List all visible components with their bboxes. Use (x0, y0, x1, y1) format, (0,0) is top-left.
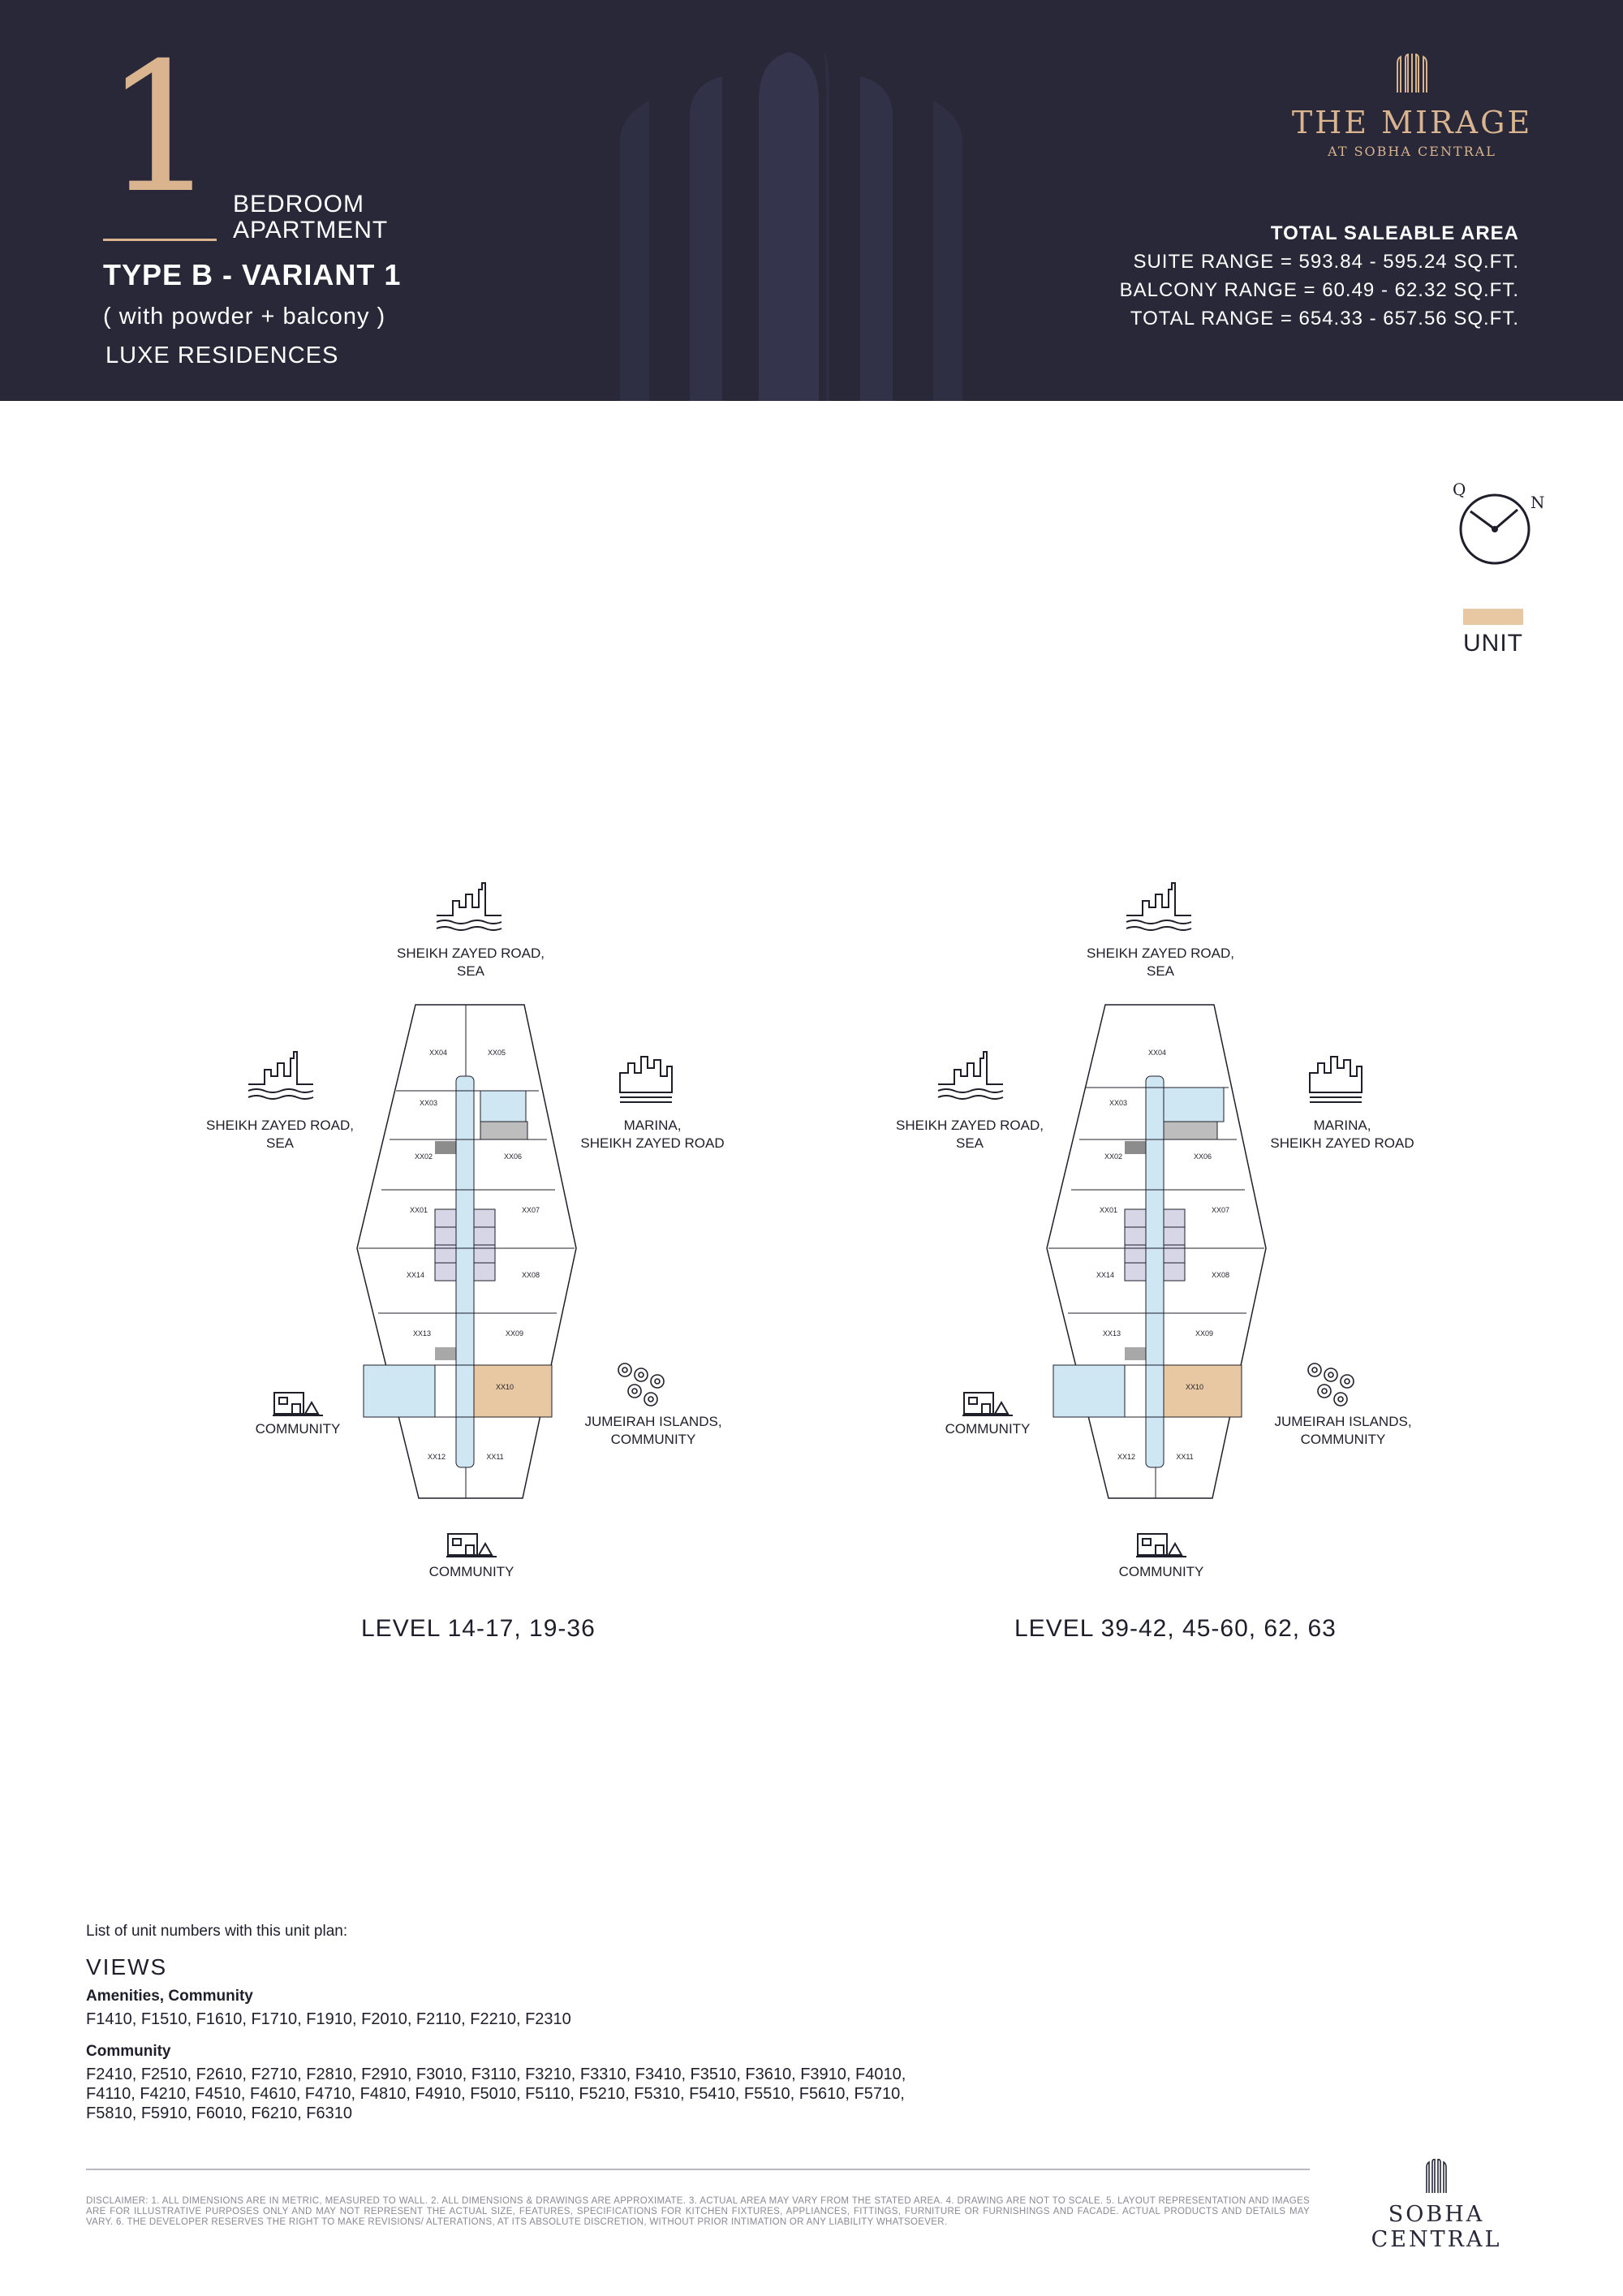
group-units: F2410, F2510, F2610, F2710, F2810, F2910, F3010, F3110, F3210, F3310, F3410, F3510, F3610, F3910, F4010, F4110, F4210, F4510, F4610, F4710, F4810, F4910, F5010, F5110, F5210, F5310, F5410, F5510, F5610, F5710, F5810, F5910, F6010, F6210, F6310 (86, 2066, 906, 2122)
unit-label: XX02 (414, 1152, 433, 1161)
top-view-label-2: SEA (1146, 963, 1175, 979)
service-area-small (435, 1141, 456, 1154)
islands-icon (618, 1363, 664, 1406)
compass-icon (1453, 479, 1550, 576)
unit-label: XX13 (1102, 1329, 1121, 1338)
community-icon (1136, 1534, 1186, 1557)
compass-n-label: N (1530, 493, 1545, 512)
left-view-label-1: SHEIKH ZAYED ROAD, (896, 1118, 1044, 1133)
level-label-1: LEVEL 14-17, 19-36 (361, 1615, 596, 1642)
compass-q-label: Q (1453, 480, 1466, 499)
unit-label: XX01 (409, 1206, 428, 1214)
type-title: TYPE B - VARIANT 1 (103, 258, 402, 291)
skyline-sea-icon (1126, 883, 1191, 930)
unit-list-intro: List of unit numbers with this unit plan: (86, 1923, 348, 1940)
highlighted-unit (474, 1365, 552, 1417)
service-area-small (1125, 1141, 1146, 1154)
skyline-sea-icon (248, 1052, 313, 1099)
bottom-view-label: COMMUNITY (1118, 1564, 1204, 1579)
service-area-small (1125, 1347, 1146, 1360)
unit-label: XX11 (486, 1453, 504, 1461)
marina-skyline-icon (620, 1057, 672, 1102)
legend (1463, 609, 1523, 657)
group-title: Community (86, 2043, 171, 2060)
unit-label: XX14 (406, 1271, 425, 1279)
service-area-small (435, 1347, 456, 1360)
corridor (1146, 1076, 1164, 1467)
saleable-area (1120, 219, 1519, 333)
views-title: VIEWS (86, 1954, 168, 1979)
unit-label: XX05 (487, 1049, 506, 1057)
service-area (1164, 1122, 1217, 1139)
left-balcony (1053, 1365, 1125, 1417)
top-view-label-1: SHEIKH ZAYED ROAD, (1087, 946, 1234, 961)
sobha-logo-icon (1424, 2159, 1449, 2193)
islands-icon (1308, 1363, 1354, 1406)
community-icon (446, 1534, 497, 1557)
unit-label: XX07 (1211, 1206, 1230, 1214)
bedroom-label-line1: BEDROOM (233, 191, 365, 218)
corridor (456, 1076, 474, 1467)
arches-decoration (617, 52, 1006, 401)
community-icon (273, 1393, 323, 1415)
suite-range: SUITE RANGE = 593.84 - 595.24 SQ.FT. (1133, 251, 1519, 273)
level-label-2: LEVEL 39-42, 45-60, 62, 63 (1014, 1615, 1337, 1642)
marina-skyline-icon (1310, 1057, 1362, 1102)
lower-left-view-label: COMMUNITY (255, 1421, 341, 1437)
collection-name: LUXE RESIDENCES (105, 342, 339, 368)
unit-label: XX12 (1117, 1453, 1136, 1461)
number-underline (103, 239, 217, 241)
bedroom-count: 1 (104, 24, 217, 232)
footer-logo (1331, 2159, 1542, 2252)
unit-label: XX04 (428, 1049, 448, 1057)
unit-label: XX03 (1109, 1099, 1128, 1107)
unit-label: XX04 (1147, 1049, 1167, 1057)
unit-label: XX08 (1211, 1271, 1230, 1279)
brand-subtitle: AT SOBHA CENTRAL (1328, 144, 1496, 159)
unit-label: XX13 (412, 1329, 432, 1338)
unit-label: XX08 (521, 1271, 540, 1279)
lower-right-view-label-1: JUMEIRAH ISLANDS, (584, 1414, 722, 1429)
balcony-area (1164, 1088, 1224, 1122)
footer-brand-name: SOBHA CENTRAL (1371, 2202, 1502, 2252)
floor-plan-1-drawing (195, 877, 763, 1607)
unit-label: XX06 (1193, 1152, 1212, 1161)
balcony-range: BALCONY RANGE = 60.49 - 62.32 SQ.FT. (1119, 279, 1519, 301)
service-area (480, 1122, 527, 1139)
divider (86, 2169, 1310, 2170)
unit-label: XX10 (1185, 1383, 1204, 1391)
bedroom-label-line2: APARTMENT (233, 217, 389, 243)
unit-label: XX12 (427, 1453, 446, 1461)
header-banner (0, 0, 1623, 401)
legend-label: UNIT (1463, 630, 1523, 657)
top-view-label-1: SHEIKH ZAYED ROAD, (397, 946, 545, 961)
highlighted-unit (1164, 1365, 1242, 1417)
total-range: TOTAL RANGE = 654.33 - 657.56 SQ.FT. (1130, 308, 1519, 330)
area-title: TOTAL SALEABLE AREA (1270, 222, 1519, 244)
group-title: Amenities, Community (86, 1988, 253, 2005)
type-subtitle: ( with powder + balcony ) (103, 304, 386, 330)
unit-label: XX03 (419, 1099, 438, 1107)
floor-plan-2 (885, 877, 1453, 1642)
right-view-label-1: MARINA, (1313, 1118, 1371, 1133)
right-view-label-2: SHEIKH ZAYED ROAD (580, 1135, 725, 1151)
unit-label: XX14 (1096, 1271, 1115, 1279)
top-view-label-2: SEA (456, 963, 485, 979)
disclaimer: DISCLAIMER: 1. ALL DIMENSIONS ARE IN METRIC, MEASURED TO WALL. 2. ALL DIMENSIONS & DRAWINGS ARE APPROXIMATE. 3. ACTUAL AREA MAY VARY FROM THE STATED AREA. 4. DRAWING ARE NOT TO SCALE. 5. LAYOUT REPRESENTATION AND IMAGES ARE FOR ILLUSTRATIVE PURPOSES ONLY AND MAY NOT REPRESENT THE ACTUAL SIZE, FEATURES, SPECIFICATIONS FOR KITCHEN FIXTURES, APPLIANCES, FITTINGS, FURNITURE OR FURNISHINGS AND FACADE. ACTUAL PRODUCTS AND DETAILS MAY VARY. 6. THE DEVELOPER RESERVES THE RIGHT TO MAKE REVISIONS/ ALTERATIONS, AT ITS ABSOLUTE DISCRETION, WITHOUT PRIOR INTIMATION OR ANY LIABILITY WHATSOEVER. (86, 2196, 1310, 2227)
group-units: F1410, F1510, F1610, F1710, F1910, F2010, F2110, F2210, F2310 (86, 2010, 571, 2028)
left-view-label-1: SHEIKH ZAYED ROAD, (206, 1118, 354, 1133)
unit-label: XX09 (1195, 1329, 1214, 1338)
floor-plan-2-drawing (885, 877, 1453, 1607)
unit-label: XX01 (1099, 1206, 1118, 1214)
left-balcony (364, 1365, 435, 1417)
unit-label: XX06 (503, 1152, 523, 1161)
unit-list (86, 1922, 930, 2123)
legend-swatch (1463, 609, 1523, 625)
skyline-sea-icon (938, 1052, 1003, 1099)
unit-label: XX07 (521, 1206, 540, 1214)
right-view-label-2: SHEIKH ZAYED ROAD (1270, 1135, 1414, 1151)
brand-logo (1282, 54, 1542, 159)
mirage-logo-icon (1394, 54, 1430, 93)
left-view-label-2: SEA (955, 1135, 984, 1151)
community-icon (962, 1393, 1013, 1415)
floor-plan-1 (195, 877, 763, 1642)
brand-name: THE MIRAGE (1291, 105, 1533, 140)
unit-label: XX02 (1104, 1152, 1123, 1161)
skyline-sea-icon (437, 883, 502, 930)
lower-right-view-label-2: COMMUNITY (610, 1432, 696, 1447)
left-view-label-2: SEA (265, 1135, 295, 1151)
bedroom-label (233, 192, 388, 243)
unit-label: XX10 (495, 1383, 514, 1391)
unit-label: XX09 (505, 1329, 524, 1338)
lower-left-view-label: COMMUNITY (945, 1421, 1031, 1437)
unit-label: XX11 (1176, 1453, 1194, 1461)
lower-right-view-label-2: COMMUNITY (1300, 1432, 1386, 1447)
lower-right-view-label-1: JUMEIRAH ISLANDS, (1274, 1414, 1412, 1429)
bottom-view-label: COMMUNITY (428, 1564, 514, 1579)
balcony-area (480, 1091, 526, 1122)
right-view-label-1: MARINA, (623, 1118, 682, 1133)
